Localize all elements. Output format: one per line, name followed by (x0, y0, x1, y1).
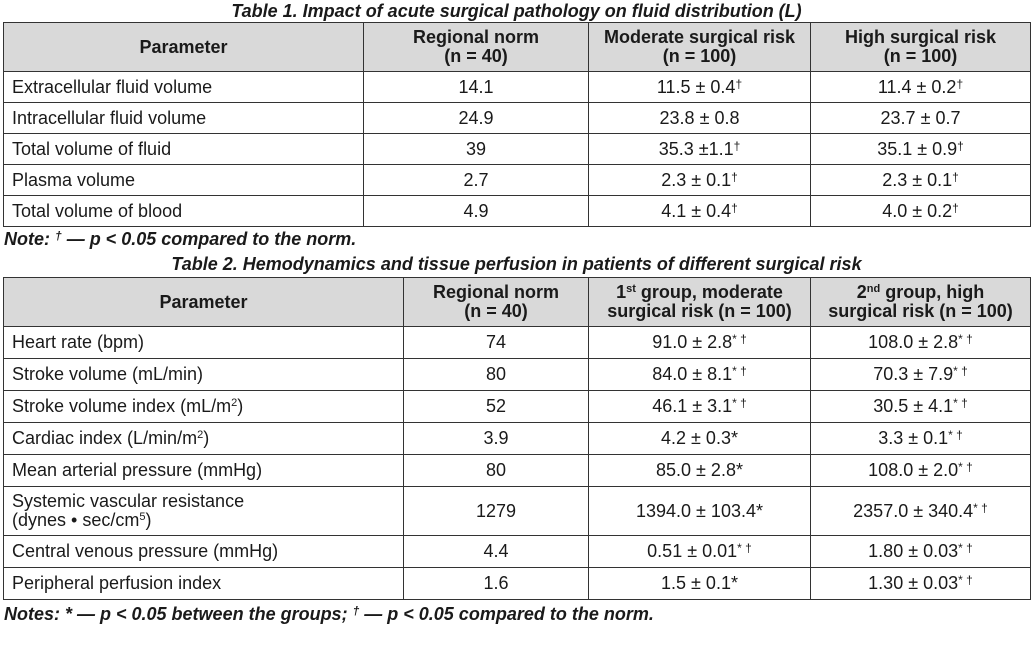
parameter-cell: Total volume of fluid (4, 134, 364, 165)
table1-header-norm: Regional norm (n = 40) (364, 23, 589, 72)
group2-cell: 1.30 ± 0.03* † (811, 568, 1031, 600)
high-cell: 4.0 ± 0.2† (811, 196, 1031, 227)
norm-cell: 3.9 (404, 423, 589, 455)
group1-cell: 91.0 ± 2.8* † (589, 327, 811, 359)
high-cell: 2.3 ± 0.1† (811, 165, 1031, 196)
norm-cell: 80 (404, 359, 589, 391)
table2-header-parameter: Parameter (4, 278, 404, 327)
group1-cell: 46.1 ± 3.1* † (589, 391, 811, 423)
group2-cell: 30.5 ± 4.1* † (811, 391, 1031, 423)
table1-header-moderate: Moderate surgical risk (n = 100) (589, 23, 811, 72)
table-row (4, 134, 1031, 165)
table1-note: Note: † — p < 0.05 compared to the norm. (4, 229, 357, 249)
parameter-cell: Extracellular fluid volume (4, 72, 364, 103)
norm-cell: 52 (404, 391, 589, 423)
group1-cell: 4.2 ± 0.3* (589, 423, 811, 455)
norm-cell: 39 (364, 134, 589, 165)
parameter-cell: Mean arterial pressure (mmHg) (4, 455, 404, 487)
parameter-cell: Stroke volume (mL/min) (4, 359, 404, 391)
group1-cell: 0.51 ± 0.01* † (589, 536, 811, 568)
table-row (4, 72, 1031, 103)
table-row (4, 455, 1031, 487)
norm-cell: 1279 (404, 487, 589, 536)
parameter-cell: Plasma volume (4, 165, 364, 196)
table-row (4, 103, 1031, 134)
table2-caption: Table 2. Hemodynamics and tissue perfusion in patients of different surgical risk (171, 254, 862, 274)
table2-header-row (4, 278, 1031, 327)
table-row (4, 536, 1031, 568)
parameter-cell: Stroke volume index $(mL/m^2)$ (4, 391, 404, 423)
table2 (3, 277, 1031, 600)
table1 (3, 22, 1031, 227)
table-row (4, 391, 1031, 423)
norm-cell: 80 (404, 455, 589, 487)
parameter-cell: Intracellular fluid volume (4, 103, 364, 134)
group2-cell: 1.80 ± 0.03* † (811, 536, 1031, 568)
table2-header-group2: 2nd group, high surgical risk (n = 100) (811, 278, 1031, 327)
table-row (4, 196, 1031, 227)
table1-caption: Table 1. Impact of acute surgical pathology on fluid distribution (L) (231, 1, 802, 21)
norm-cell: 14.1 (364, 72, 589, 103)
table1-header-parameter: Parameter (4, 23, 364, 72)
norm-cell: 4.4 (404, 536, 589, 568)
table-row (4, 487, 1031, 536)
group2-cell: 3.3 ± 0.1* † (811, 423, 1031, 455)
parameter-cell: Systemic vascular resistance (dynes • $\sec/cm^5$) (4, 487, 404, 536)
high-cell: 23.7 ± 0.7 (811, 103, 1031, 134)
group1-cell: 1394.0 ± 103.4* (589, 487, 811, 536)
table-row (4, 165, 1031, 196)
table-row (4, 327, 1031, 359)
group1-cell: 1.5 ± 0.1* (589, 568, 811, 600)
table2-note: Notes: * — p < 0.05 between the groups; † — p < 0.05 compared to the norm. (4, 604, 654, 624)
moderate-cell: 23.8 ± 0.8 (589, 103, 811, 134)
norm-cell: 1.6 (404, 568, 589, 600)
norm-cell: 4.9 (364, 196, 589, 227)
group1-cell: 84.0 ± 8.1* † (589, 359, 811, 391)
group2-cell: 2357.0 ± 340.4* † (811, 487, 1031, 536)
table1-header-row (4, 23, 1031, 72)
parameter-cell: Heart rate (bpm) (4, 327, 404, 359)
parameter-cell: Central venous pressure (mmHg) (4, 536, 404, 568)
table-row (4, 568, 1031, 600)
moderate-cell: 4.1 ± 0.4† (589, 196, 811, 227)
table-row (4, 359, 1031, 391)
table2-header-norm: Regional norm (n = 40) (404, 278, 589, 327)
parameter-cell: Total volume of blood (4, 196, 364, 227)
moderate-cell: 11.5 ± 0.4† (589, 72, 811, 103)
group1-cell: 85.0 ± 2.8* (589, 455, 811, 487)
group2-cell: 108.0 ± 2.0* † (811, 455, 1031, 487)
table-row (4, 423, 1031, 455)
norm-cell: 74 (404, 327, 589, 359)
high-cell: 11.4 ± 0.2† (811, 72, 1031, 103)
parameter-cell: Cardiac index $(L/\min/m^2)$ (4, 423, 404, 455)
table2-header-group1: 1st group, moderate surgical risk (n = 100) (589, 278, 811, 327)
moderate-cell: 2.3 ± 0.1† (589, 165, 811, 196)
table1-header-high: High surgical risk (n = 100) (811, 23, 1031, 72)
group2-cell: 108.0 ± 2.8* † (811, 327, 1031, 359)
high-cell: 35.1 ± 0.9† (811, 134, 1031, 165)
parameter-cell: Peripheral perfusion index (4, 568, 404, 600)
norm-cell: 24.9 (364, 103, 589, 134)
moderate-cell: 35.3 ±1.1† (589, 134, 811, 165)
group2-cell: 70.3 ± 7.9* † (811, 359, 1031, 391)
norm-cell: 2.7 (364, 165, 589, 196)
